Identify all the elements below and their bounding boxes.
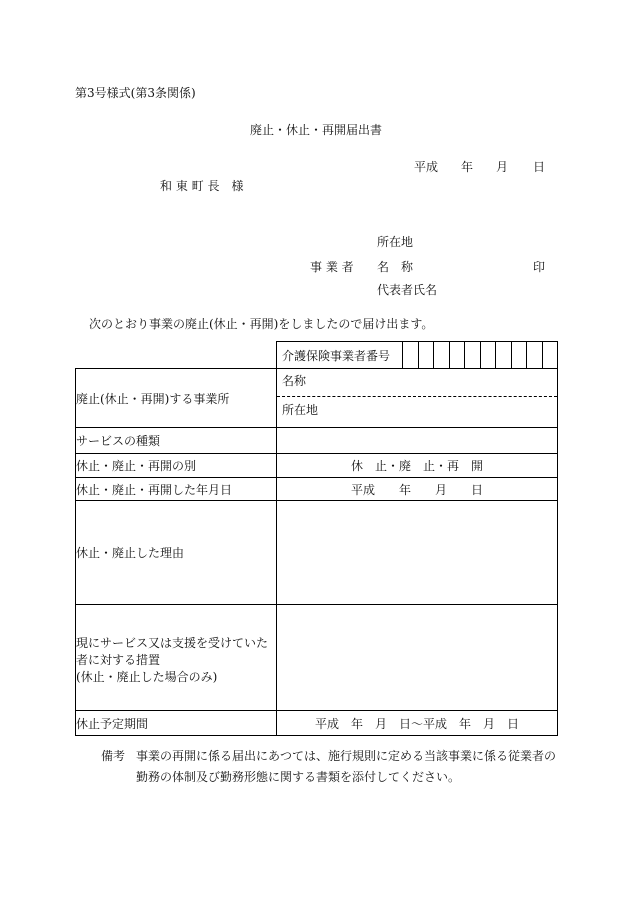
- table-row: [76, 369, 558, 428]
- remarks-heading: 備考: [101, 749, 126, 763]
- reason-field[interactable]: [277, 501, 558, 605]
- service-type-field[interactable]: [277, 428, 558, 454]
- reason-label: 休止・廃止した理由: [76, 501, 277, 605]
- table-row: [76, 342, 558, 369]
- office-cell: [277, 369, 558, 428]
- action-type-value[interactable]: 休 止・廃 止・再 開: [277, 454, 558, 478]
- addressee: 和 東 町 長 様: [160, 179, 244, 193]
- office-address-label: 所在地: [282, 403, 319, 417]
- number-digit-box[interactable]: [419, 342, 435, 368]
- document-title: 廃止・休止・再開届出書: [250, 123, 383, 137]
- applicant-group-label: 事 業 者: [310, 260, 354, 274]
- provider-number-label: 介護保険事業者番号: [277, 342, 403, 368]
- provider-number-cell: [277, 342, 558, 369]
- table-row: [76, 605, 558, 711]
- office-address-field[interactable]: [277, 396, 557, 427]
- date-day: 日: [533, 160, 546, 174]
- number-digit-box[interactable]: [434, 342, 450, 368]
- measures-label: 現にサービス又は支援を受けていた者に対する措置: [76, 636, 269, 667]
- action-date-value[interactable]: 平成 年 月 日: [277, 478, 558, 501]
- number-digit-box[interactable]: [450, 342, 466, 368]
- seal-mark: 印: [533, 260, 546, 274]
- number-digit-box[interactable]: [465, 342, 481, 368]
- number-digit-box[interactable]: [403, 342, 419, 368]
- applicant-name-label: 名 称: [377, 260, 414, 274]
- measures-note: (休止・廃止した場合のみ): [76, 670, 218, 684]
- applicant-address-label: 所在地: [377, 235, 414, 249]
- date-month: 月: [496, 160, 509, 174]
- number-digit-box[interactable]: [496, 342, 512, 368]
- form-number: 第3号様式(第3条関係): [75, 86, 196, 100]
- remarks-text: 事業の再開に係る届出にあつては、施行規則に定める当該事業に係る従業者の勤務の体制及び勤務形態に関する書類を添付してください。: [136, 749, 557, 784]
- number-digit-box[interactable]: [543, 342, 558, 368]
- measures-label-cell: [76, 605, 277, 711]
- applicant-rep-label: 代表者氏名: [377, 283, 438, 297]
- number-digit-box[interactable]: [481, 342, 497, 368]
- table-row: [76, 454, 558, 478]
- office-name-field[interactable]: [277, 369, 557, 396]
- number-digit-box[interactable]: [512, 342, 528, 368]
- table-row: [76, 478, 558, 501]
- date-era: 平成: [414, 160, 439, 174]
- date-year: 年: [461, 160, 474, 174]
- table-row: [76, 428, 558, 454]
- table-row: [76, 711, 558, 736]
- number-digit-box[interactable]: [527, 342, 543, 368]
- service-type-label: サービスの種類: [76, 428, 277, 454]
- planned-period-value[interactable]: 平成 年 月 日〜平成 年 月 日: [277, 711, 558, 736]
- office-name-label: 名称: [282, 374, 307, 388]
- measures-field[interactable]: [277, 605, 558, 711]
- office-label: 廃止(休止・再開)する事業所: [76, 369, 277, 428]
- action-date-label: 休止・廃止・再開した年月日: [76, 478, 277, 501]
- intro-text: 次のとおり事業の廃止(休止・再開)をしましたので届け出ます。: [89, 317, 434, 331]
- planned-period-label: 休止予定期間: [76, 711, 277, 736]
- table-row: [76, 501, 558, 605]
- action-type-label: 休止・廃止・再開の別: [76, 454, 277, 478]
- notification-table: [75, 341, 558, 736]
